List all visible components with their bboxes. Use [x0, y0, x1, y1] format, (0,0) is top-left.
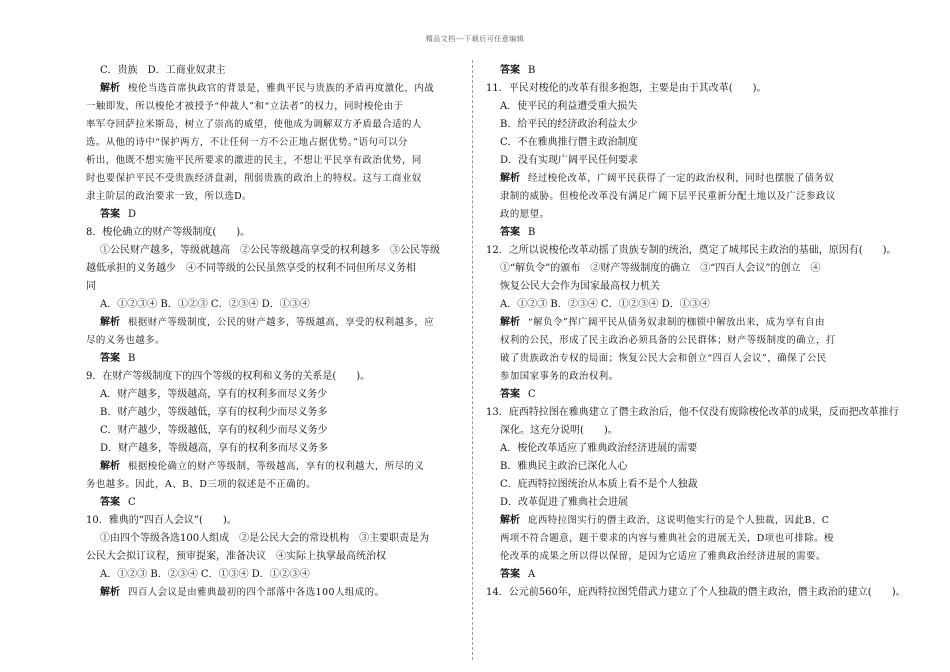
question-10-statements: 公民大会拟订议程，预审提案，准备决议 ④实际上执掌最高统治权 [86, 551, 386, 562]
question-7-option-cd: C．贵族 D．工商业奴隶主 [100, 65, 226, 76]
analysis-7-line: 时也要保护平民不受贵族经济盘剥，削弱贵族的政治上的特权。这与工商业奴 [86, 173, 422, 184]
analysis-label: 解析 [100, 587, 120, 598]
question-11-option-c: C．不在雅典推行僭主政治制度 [500, 137, 638, 148]
question-9-option-d: D．财产越多，等级越高，享有的权利多而尽义务多 [100, 443, 329, 454]
analysis-label: 解析 [100, 317, 120, 328]
question-8-options: A．①②③④ B．①②③ C．②③④ D．①③④ [100, 299, 310, 310]
analysis-10: 解析 四百人会议是由雅典最初的四个部落中各选100人组成的。 [100, 587, 385, 598]
question-13: 13．庇西特拉图在雅典建立了僭主政治后，他不仅没有废除梭伦改革的成果，反而把改革推行 [486, 407, 899, 418]
analysis-12: 解析 “解负令”挥广阔平民从债务奴隶制的枷锁中解放出来，成为享有自由 [500, 317, 825, 328]
answer-label: 答案 [500, 389, 520, 400]
question-14: 14．公元前560年，庇西特拉图凭借武力建立了个人独裁的僭主政治，僭主政治的建立( )。 [486, 587, 906, 598]
question-8-statements: 同 [86, 281, 96, 292]
answer-11: 答案 B [500, 227, 536, 238]
question-12-statements: 恢复公民大会作为国家最高权力机关 [500, 281, 660, 292]
analysis-label: 解析 [500, 317, 520, 328]
question-10-statements: ①由四个等级各选100人组成 ②是公民大会的常设机构 ③主要职责是为 [100, 533, 430, 544]
analysis-13: 解析 庇西特拉图实行的僭主政治，这说明他实行的是个人独裁，因此B、C [500, 515, 830, 526]
right-column [486, 62, 906, 602]
analysis-13-line: 伦改革的成果之所以得以保留，是因为它适应了雅典政治经济进展的需要。 [500, 551, 826, 562]
analysis-7-line: 率军夺回萨拉米斯岛，树立了崇高的威望，使他成为调解双方矛盾最合适的人 [86, 119, 422, 130]
question-9-option-b: B．财产越少，等级越低，享有的权利少而尽义务多 [100, 407, 328, 418]
analysis-11-line: 隶制的威胁。但梭伦改革没有满足广阔下层平民重新分配土地以及广泛参政议 [500, 191, 836, 202]
question-10: 10．雅典的“四百人会议”( )。 [86, 515, 237, 526]
answer-10: 答案 B [500, 65, 536, 76]
analysis-7-line: 隶主阶层的政治要求一致，所以选D。 [86, 191, 253, 202]
analysis-12-line: 破了贵族政治专权的局面；恢复公民大会和创立“四百人会议”，确保了公民 [500, 353, 827, 364]
answer-label: 答案 [500, 227, 520, 238]
analysis-9: 解析 根据梭伦确立的财产等级制，等级越高，享有的权利越大，所尽的义 [100, 461, 425, 472]
question-12-statements: ①“解负令”的颁布 ②财产等级制度的确立 ③“四百人会议”的创立 ④ [500, 263, 821, 274]
question-11-option-b: B．给平民的经济政治利益太少 [500, 119, 638, 130]
question-8-statements: ①公民财产越多，等级就越高 ②公民等级越高享受的权利越多 ③公民等级 [100, 245, 440, 256]
answer-label: 答案 [500, 65, 520, 76]
analysis-label: 解析 [500, 173, 520, 184]
question-8: 8．梭伦确立的财产等级制度( )。 [86, 227, 251, 238]
analysis-label: 解析 [500, 515, 520, 526]
question-10-options: A．①②③ B．②③④ C．①③④ D．①②③④ [100, 569, 310, 580]
answer-7: 答案 D [100, 209, 137, 220]
analysis-13-line: 两项不符合题意，题干要求的内容与雅典社会的进展无关，D项也可排除。梭 [500, 533, 834, 544]
analysis-8-line: 尽的义务也越多。 [86, 335, 166, 346]
column-divider [472, 60, 473, 660]
analysis-7-line: 一触即发，所以梭伦才被授予“仲裁人”和“立法者”的权力，同时梭伦由于 [86, 101, 404, 112]
analysis-12-line: 参加国家事务的政治权利。 [500, 371, 619, 382]
analysis-label: 解析 [100, 83, 120, 94]
question-13-option-c: C．庇西特拉图统治从本质上看不是个人独裁 [500, 479, 698, 490]
analysis-7: 解析 梭伦当选首席执政官的背景是，雅典平民与贵族的矛盾再度激化，内战 [100, 83, 435, 94]
question-12: 12．之所以说梭伦改革动摇了贵族专制的统治，奠定了城邦民主政治的基础，原因有( )。 [486, 245, 897, 256]
question-13-option-b: B．雅典民主政治已深化人心 [500, 461, 628, 472]
answer-12: 答案 C [500, 389, 536, 400]
question-13-option-d: D．改革促进了雅典社会进展 [500, 497, 629, 508]
answer-label: 答案 [100, 353, 120, 364]
answer-label: 答案 [100, 497, 120, 508]
question-9: 9．在财产等级制度下的四个等级的权利和义务的关系是( )。 [86, 371, 371, 382]
analysis-11-line: 政的愿望。 [500, 209, 550, 220]
question-11-option-d: D．没有实现广阔平民任何要求 [500, 155, 639, 166]
question-11-option-a: A．使平民的利益遭受重大损失 [500, 101, 638, 112]
answer-8: 答案 B [100, 353, 136, 364]
question-13-option-a: A．梭伦改革适应了雅典政治经济进展的需要 [500, 443, 698, 454]
analysis-11: 解析 经过梭伦改革，广阔平民获得了一定的政治权利，同时也摆脱了债务奴 [500, 173, 835, 184]
analysis-9-line: 务也越多。因此，A、B、D三项的叙述是不正确的。 [86, 479, 317, 490]
left-column [86, 62, 440, 602]
question-8-statements: 越低承担的义务越少 ④不同等级的公民虽然享受的权利不同但所尽义务相 [86, 263, 416, 274]
analysis-label: 解析 [100, 461, 120, 472]
analysis-7-line: 析出，他既不想实施平民所要求的激进的民主，不想让平民享有政治优势，同 [86, 155, 422, 166]
question-11: 11．平民对梭伦的改革有很多抱怨，主要是由于其改革( )。 [486, 83, 767, 94]
analysis-8: 解析 根据财产等级制度，公民的财产越多，等级越高，享受的权利越多，应 [100, 317, 435, 328]
page-header: 精品文档---下载后可任意编辑 [425, 35, 525, 43]
question-13-stem: 深化。这充分说明( )。 [500, 425, 618, 436]
question-9-option-a: A．财产越多，等级越高，享有的权利多而尽义务少 [100, 389, 328, 400]
answer-label: 答案 [100, 209, 120, 220]
question-9-option-c: C．财产越少，等级越低，享有的权利少而尽义务少 [100, 425, 328, 436]
answer-9: 答案 C [100, 497, 136, 508]
question-12-options: A．①②③ B．②③④ C．①②③④ D．①③④ [500, 299, 710, 310]
analysis-12-line: 权利的公民，形成了民主政治必须具备的公民群体；财产等级制度的确立，打 [500, 335, 836, 346]
answer-label: 答案 [500, 569, 520, 580]
analysis-7-line: 选。从他的诗中“保护两方，不让任何一方不公正地占据优势。”语句可以分 [86, 137, 408, 148]
answer-13: 答案 A [500, 569, 536, 580]
